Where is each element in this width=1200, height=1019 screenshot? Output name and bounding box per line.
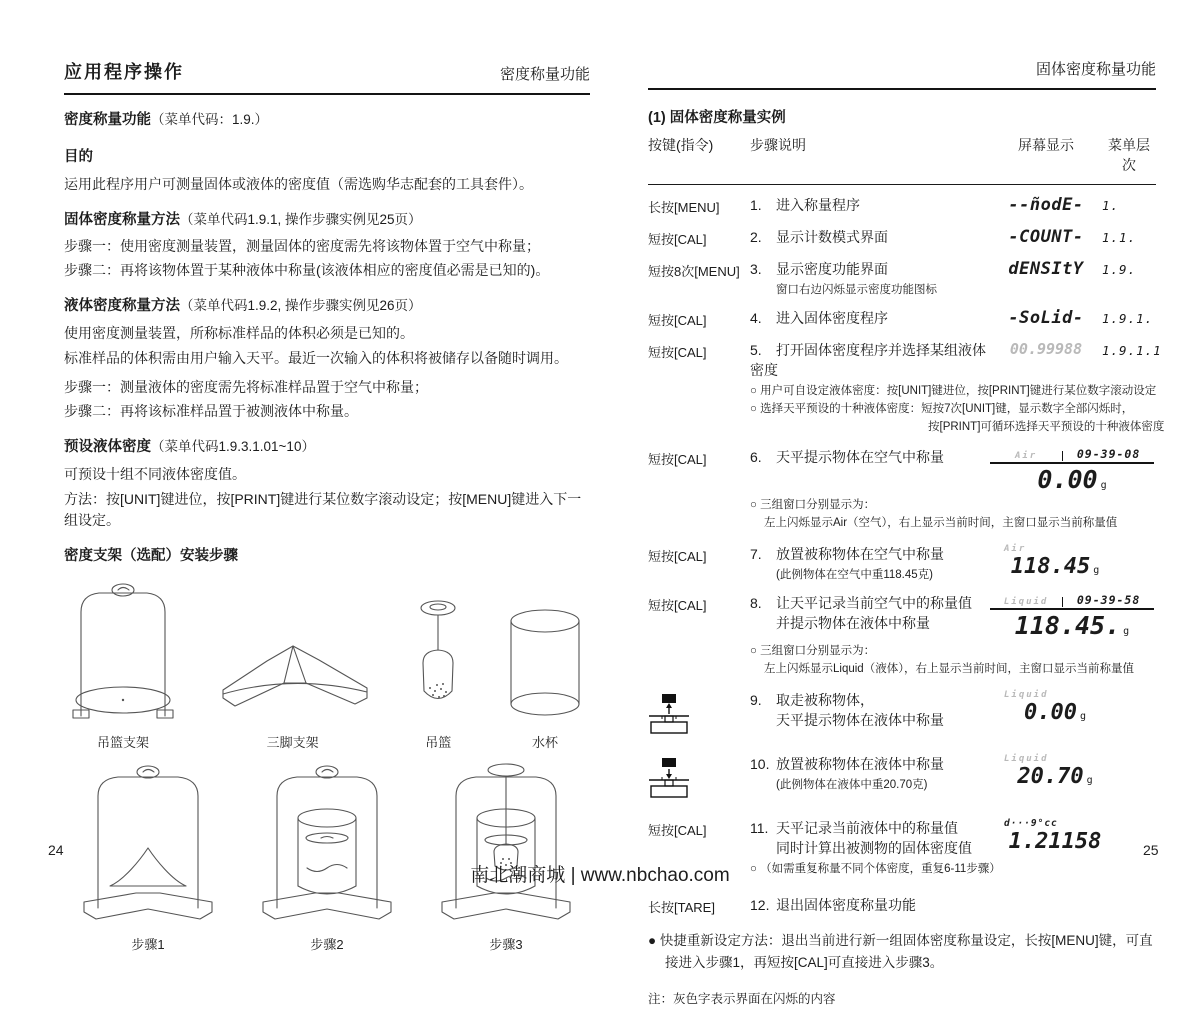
menu-level: 1.9. (1102, 262, 1137, 277)
lcd-display (990, 818, 1120, 854)
left-page-header (64, 58, 590, 95)
left-page (64, 58, 590, 955)
key-command: 长按[TARE] (648, 899, 715, 915)
step-number: 1. (750, 197, 762, 213)
table-header (648, 135, 1156, 185)
lcd-time: 09-39-08 (1076, 447, 1141, 462)
preset-p1: 可预设十组不同液体密度值。 (64, 465, 246, 482)
key-command: 长按[MENU] (648, 200, 720, 215)
figure-tripod-stand (209, 636, 377, 753)
key-command: 短按[CAL] (648, 452, 707, 468)
lcd-display: -COUNT- (1008, 227, 1084, 247)
gray-text-note: 注：灰色字表示界面在闪烁的内容 (648, 991, 836, 1006)
basket-stand-icon (64, 580, 182, 728)
lcd-weight-value: 118.45 (1010, 554, 1091, 580)
step-desc-line2: 同时计算出被测物的固体密度值 (776, 839, 972, 856)
liquid-p2: 标准样品的体积需由用户输入天平。最近一次输入的体积将被储存以备随时调用。 (64, 350, 568, 366)
menu-level: 1.9.1. (1102, 311, 1154, 326)
step-subnote: 窗口右边闪烁显示密度功能图标 (776, 284, 937, 296)
lcd-display (990, 754, 1120, 789)
section-solid-method: 固体密度称量方法（菜单代码1.9.1, 操作步骤实例见25页） (64, 211, 422, 228)
lcd-mode-tag: Air (990, 451, 1063, 461)
row-note: ○ 三组窗口分别显示为： (750, 645, 876, 658)
step-subnote: (此例物体在空气中重118.45克) (776, 569, 933, 582)
lcd-mode-tag: Air (1004, 544, 1027, 555)
step-desc: 天平提示物体在空气中称量 (776, 449, 944, 466)
table-row (648, 690, 1156, 743)
lcd-display (990, 447, 1154, 494)
lcd-mode-tag: Liquid (1004, 753, 1049, 764)
right-header-title: 固体密度称量功能 (1035, 61, 1156, 78)
lcd-unit: g (1123, 626, 1130, 638)
lcd-density-unit-tag: d···9°cc (1004, 817, 1058, 829)
section-density-function: 密度称量功能（菜单代码：1.9.） (64, 112, 269, 128)
step-desc: 显示密度功能界面 (776, 261, 888, 277)
example-section-title: (1) 固体密度称量实例 (648, 110, 786, 126)
liquid-p1: 使用密度测量装置，所称标准样品的体积必须是已知的。 (64, 325, 414, 341)
figure-label: 步骤1 (131, 937, 165, 952)
place-object-icon (648, 754, 750, 807)
row-note: ○ 三组窗口分别显示为： (750, 499, 876, 512)
lcd-density-value: 1.21158 (1008, 828, 1102, 854)
step-number: 11. (750, 819, 769, 836)
section-preset-density: 预设液体密度（菜单代码1.9.3.1.01~10） (64, 439, 315, 455)
row-note: 左上闪烁显示Air（空气），右上显示当前时间，主窗口显示当前称量值 (764, 517, 1118, 530)
lcd-unit: g (1079, 710, 1086, 722)
figure-step3 (430, 762, 582, 955)
figure-label: 步骤3 (489, 937, 523, 952)
figure-row-steps (64, 762, 590, 955)
remove-object-icon (648, 690, 750, 743)
step-desc: 放置被称物体在液体中称量 (776, 755, 944, 772)
table-row (648, 227, 1156, 248)
figure-step1 (72, 762, 224, 955)
section-stand-install: 密度支架（选配）安装步骤 (64, 547, 238, 564)
menu-level: 1.9.1.1 (1102, 343, 1162, 358)
table-row (648, 895, 1156, 916)
row-note: ○ 用户可自设定液体密度：按[UNIT]键进位，按[PRINT]键进行某位数字滚动设定 (750, 385, 1157, 397)
figure-label: 水杯 (531, 734, 558, 750)
step-number: 10. (750, 755, 770, 772)
page-number-right: 25 (1143, 842, 1159, 858)
figure-label: 步骤2 (310, 937, 344, 952)
key-command: 短按[CAL] (648, 345, 707, 360)
liquid-step1: 步骤一：测量液体的密度需先将标准样品置于空气中称量； (64, 379, 428, 395)
table-row (648, 593, 1156, 679)
step-desc: 让天平记录当前空气中的称量值 (776, 595, 972, 612)
table-row (648, 447, 1156, 533)
step-desc-line2: 并提示物体在液体中称量 (776, 615, 930, 632)
col-display: 屏幕显示 (1018, 137, 1074, 153)
lcd-unit: g (1093, 565, 1100, 577)
key-command: 短按[CAL] (648, 313, 707, 328)
step-number: 6. (750, 449, 762, 466)
figure-step2 (251, 762, 403, 955)
lcd-weight-value: 118.45. (1014, 611, 1121, 641)
figure-row-parts (64, 580, 590, 753)
figure-water-cup (500, 606, 590, 753)
step-desc: 取走被称物体， (776, 691, 874, 708)
step-number: 9. (750, 691, 762, 708)
menu-level: 1.1. (1102, 230, 1137, 245)
row-note: ○ 选择天平预设的十种液体密度：短按7次[UNIT]键，显示数字全部闪烁时， (750, 402, 1134, 415)
step-number: 7. (750, 546, 762, 563)
row-note: ○ （如需重复称量不同个体密度，重复6-11步骤） (750, 862, 1001, 875)
row-note: 按[PRINT]可循环选择天平预设的十种液体密度 (928, 420, 1165, 433)
lcd-display (990, 690, 1120, 725)
figure-hanging-basket (403, 596, 473, 753)
lcd-mode-tag: Liquid (990, 597, 1063, 607)
right-page-header (648, 58, 1156, 90)
step-number: 12. (750, 896, 770, 913)
figure-label: 三脚支架 (266, 734, 319, 750)
table-row (648, 195, 1156, 216)
hanging-basket-icon (403, 596, 473, 728)
lcd-weight-value: 0.00 (1037, 465, 1098, 495)
lcd-display (990, 544, 1120, 579)
install-step3-icon (430, 762, 582, 930)
step-desc: 退出固体密度称量功能 (776, 896, 916, 913)
figure-basket-stand (64, 580, 182, 753)
solid-step2: 步骤二：再将该物体置于某种液体中称量(该液体相应的密度值必需是已知的)。 (64, 262, 550, 279)
table-row (648, 308, 1156, 329)
liquid-step2: 步骤二：再将该标准样品置于被测液体中称量。 (64, 403, 358, 419)
col-key: 按键(指令) (648, 137, 714, 153)
lcd-unit: g (1086, 774, 1093, 786)
key-command: 短按8次[MENU] (648, 264, 740, 279)
tripod-stand-icon (209, 636, 377, 728)
step-desc: 进入固体密度程序 (776, 310, 888, 326)
left-header-title: 应用程序操作 (64, 62, 184, 82)
lcd-display: -SoLid- (1008, 308, 1084, 328)
solid-step1: 步骤一：使用密度测量装置，测量固体的密度需先将该物体置于空气中称量； (64, 238, 540, 255)
lcd-unit: g (1100, 480, 1107, 492)
key-command: 短按[CAL] (648, 598, 707, 614)
step-desc-line2: 天平提示物体在液体中称量 (776, 711, 944, 728)
lcd-display (990, 593, 1154, 640)
install-step1-icon (72, 762, 224, 930)
figure-label: 吊篮 (425, 734, 452, 750)
install-step2-icon (251, 762, 403, 930)
table-row (648, 259, 1156, 297)
site-footer: 南北潮商城 | www.nbchao.com (470, 865, 730, 886)
key-command: 短按[CAL] (648, 232, 707, 247)
row-note: 左上闪烁显示Liquid（液体），右上显示当前时间，主窗口显示当前称量值 (764, 662, 1134, 675)
shortcut-note: ● 快捷重新设定方法：退出当前进行新一组固体密度称量设定，长按[MENU]键，可直接进入步骤1，再短按[CAL]可直接进入步骤3。 (648, 932, 1153, 971)
step-number: 5. (750, 342, 762, 358)
preset-p2: 方法：按[UNIT]键进位，按[PRINT]键进行某位数字滚动设定；按[MENU]键进入下一组设定。 (64, 490, 582, 528)
table-row (648, 340, 1165, 436)
step-number: 3. (750, 261, 762, 277)
lcd-display-blinking: 00.99988 (1009, 340, 1083, 358)
lcd-weight-value: 0.00 (1023, 699, 1077, 725)
figure-label: 吊篮支架 (96, 734, 149, 750)
step-desc: 放置被称物体在空气中称量 (776, 546, 944, 563)
menu-level: 1. (1102, 198, 1120, 213)
lcd-display: dENSItY (1008, 259, 1084, 279)
step-desc: 打开固体密度程序并选择某组液体密度 (750, 342, 986, 378)
lcd-mode-tag: Liquid (1004, 689, 1049, 700)
key-command: 短按[CAL] (648, 822, 707, 838)
section-liquid-method: 液体密度称量方法（菜单代码1.9.2, 操作步骤实例见26页） (64, 298, 422, 315)
step-desc: 显示计数模式界面 (776, 229, 888, 245)
key-command: 短按[CAL] (648, 549, 707, 565)
step-desc: 进入称量程序 (776, 197, 860, 213)
lcd-display: --ñodE- (1008, 195, 1084, 215)
col-desc: 步骤说明 (750, 137, 806, 153)
left-header-subtitle: 密度称量功能 (499, 66, 590, 83)
step-desc: 天平记录当前液体中的称量值 (776, 819, 958, 836)
purpose-text: 运用此程序用户可测量固体或液体的密度值（需选购华志配套的工具套件）。 (64, 175, 533, 192)
section-purpose-heading: 目的 (64, 148, 93, 165)
step-number: 4. (750, 310, 762, 326)
step-number: 2. (750, 229, 762, 245)
lcd-time: 09-39-58 (1076, 593, 1141, 608)
table-row (648, 544, 1156, 582)
page-number-left: 24 (48, 842, 64, 858)
col-level: 菜单层次 (1108, 137, 1150, 173)
water-cup-icon (500, 606, 590, 728)
lcd-weight-value: 20.70 (1017, 763, 1084, 789)
step-subnote: (此例物体在液体中重20.70克) (776, 778, 928, 791)
step-number: 8. (750, 595, 762, 612)
table-row (648, 754, 1156, 807)
